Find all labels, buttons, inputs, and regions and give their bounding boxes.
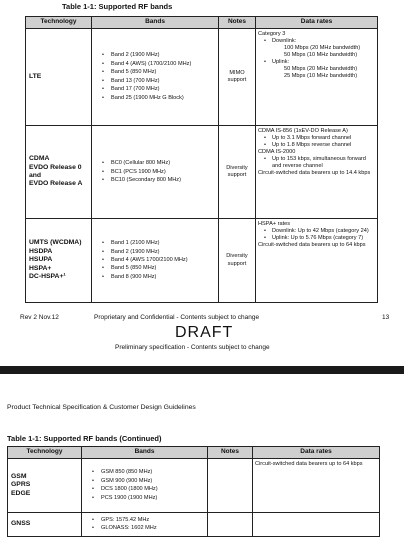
band-item: • BC1 (PCS 1900 MHz) — [111, 169, 217, 176]
notes-cell — [208, 513, 253, 537]
technology-name: HSPA+ — [29, 264, 52, 272]
table-row — [8, 513, 380, 537]
bands-cell — [82, 513, 208, 537]
header-notes: Notes — [208, 447, 253, 459]
data-rates-cell — [256, 29, 378, 126]
data-rates-cell — [256, 219, 378, 303]
draft-watermark: DRAFT — [175, 324, 234, 341]
technology-name: CDMA — [29, 155, 50, 163]
band-item: • Band 8 (900 MHz) — [111, 274, 217, 281]
technology-name: EDGE — [11, 489, 31, 497]
data-rate-line: Circuit-switched data bearers up to 64 kbps — [255, 461, 363, 467]
technology-name: HSUPA — [29, 256, 53, 264]
data-rate-line: 25 Mbps (10 MHz bandwidth) — [284, 72, 358, 79]
data-rate-line: Category 3 — [258, 31, 286, 37]
technology-cell — [26, 126, 92, 219]
data-rates-cell — [253, 459, 380, 513]
data-rates-cell — [256, 126, 378, 219]
band-item: • GPS: 1575.42 MHz — [101, 517, 206, 524]
data-rate-line: Circuit-switched data bearers up to 14.4 kbps — [258, 169, 371, 176]
document-header: Product Technical Specification & Customer Design Guidelines — [7, 404, 196, 411]
data-rate-line: • Downlink: — [258, 38, 375, 45]
data-rate-line: Circuit-switched data bearers up to 64 kbps — [258, 241, 366, 248]
table-title: Table 1-1: Supported RF bands — [62, 2, 173, 11]
technology-cell — [26, 29, 92, 126]
notes-cell — [208, 459, 253, 513]
band-item: • Band 2 (1900 MHz) — [111, 249, 217, 256]
technology-name: UMTS (WCDMA) — [29, 239, 82, 247]
header-bands: Bands — [92, 17, 219, 29]
data-rate-line: • Up to 153 kbps, simultaneous forward and reverse channel — [258, 156, 375, 170]
notes-cell: Diversity support — [219, 219, 256, 303]
data-rate-line: • Up to 3.1 Mbps forward channel — [258, 135, 375, 142]
technology-name: DC-HSPA+¹ — [29, 273, 66, 281]
technology-name: EVDO Release 0 — [29, 163, 82, 171]
band-item: • Band 5 (850 MHz) — [111, 265, 217, 272]
header-technology: Technology — [8, 447, 82, 459]
band-item: • Band 5 (850 MHz) — [111, 69, 217, 76]
bands-cell — [92, 219, 219, 303]
page-number: 13 — [382, 314, 390, 321]
continued-table-title: Table 1-1: Supported RF bands (Continued) — [7, 434, 162, 443]
band-item: • GSM 850 (850 MHz) — [101, 469, 206, 476]
data-rate-line: 100 Mbps (20 MHz bandwidth) — [284, 44, 361, 51]
bands-cell — [92, 29, 219, 126]
band-item: • GSM 900 (900 MHz) — [101, 478, 206, 485]
band-item: • DCS 1800 (1800 MHz) — [101, 486, 206, 493]
technology-cell — [8, 513, 82, 537]
band-item: • Band 25 (1900 MHz G Block) — [111, 95, 217, 102]
notes-cell: Diversity support — [219, 126, 256, 219]
page-separator — [0, 366, 404, 374]
table-row — [8, 459, 380, 513]
band-item: • PCS 1900 (1900 MHz) — [101, 495, 206, 502]
bands-cell — [82, 459, 208, 513]
data-rate-line: • Uplink: — [258, 59, 375, 66]
technology-cell — [8, 459, 82, 513]
technology-cell — [26, 219, 92, 303]
band-item: • BC10 (Secondary 800 MHz) — [111, 177, 217, 184]
band-item: • GLONASS: 1602 MHz — [101, 525, 206, 532]
technology-name: GNSS — [11, 520, 31, 528]
preliminary-notice: Preliminary specification - Contents subject to change — [115, 344, 270, 351]
data-rate-line: 50 Mbps (20 MHz bandwidth) — [284, 65, 358, 72]
data-rate-line: • Downlink: Up to 42 Mbps (category 24) — [258, 228, 375, 235]
data-rate-line: • Uplink: Up to 5.76 Mbps (category 7) — [258, 235, 375, 242]
band-item: • Band 4 (AWS) (1700/2100 MHz) — [111, 61, 217, 68]
table-row — [26, 126, 378, 219]
header-notes: Notes — [219, 17, 256, 29]
data-rates-cell — [253, 513, 380, 537]
header-bands: Bands — [82, 447, 208, 459]
bands-cell — [92, 126, 219, 219]
data-rate-line: 50 Mbps (10 MHz bandwidth) — [284, 51, 358, 58]
band-item: • Band 13 (700 MHz) — [111, 78, 217, 85]
header-data-rates: Data rates — [256, 17, 378, 29]
band-item: • Band 1 (2100 MHz) — [111, 240, 217, 247]
rf-bands-continued-table — [7, 446, 380, 537]
band-item: • Band 17 (700 MHz) — [111, 86, 217, 93]
technology-name: and — [29, 172, 42, 179]
technology-name: EVDO Release A — [29, 180, 83, 188]
notes-cell: MIMO support — [219, 29, 256, 126]
rf-bands-table — [25, 16, 378, 303]
table-row — [26, 29, 378, 126]
data-rate-line: CDMA IS-2000 — [258, 148, 296, 155]
band-item: • Band 2 (1900 MHz) — [111, 52, 217, 59]
confidential-notice: Proprietary and Confidential - Contents subject to change — [94, 314, 260, 321]
band-item: • Band 4 (AWS 1700/2100 MHz) — [111, 257, 217, 264]
technology-name: GPRS — [11, 481, 31, 489]
header-data-rates: Data rates — [253, 447, 380, 459]
technology-name: LTE — [29, 72, 42, 80]
technology-name: HSDPA — [29, 247, 53, 255]
band-item: • BC0 (Cellular 800 MHz) — [111, 160, 217, 167]
header-technology: Technology — [26, 17, 92, 29]
data-rate-line: CDMA IS-856 (1xEV-DO Release A) — [258, 128, 348, 134]
data-rate-line: • Up to 1.8 Mbps reverse channel — [258, 142, 375, 149]
revision-label: Rev 2 Nov.12 — [20, 314, 59, 321]
table-row — [26, 219, 378, 303]
technology-name: GSM — [11, 472, 27, 480]
data-rate-line: HSPA+ rates — [258, 221, 291, 227]
